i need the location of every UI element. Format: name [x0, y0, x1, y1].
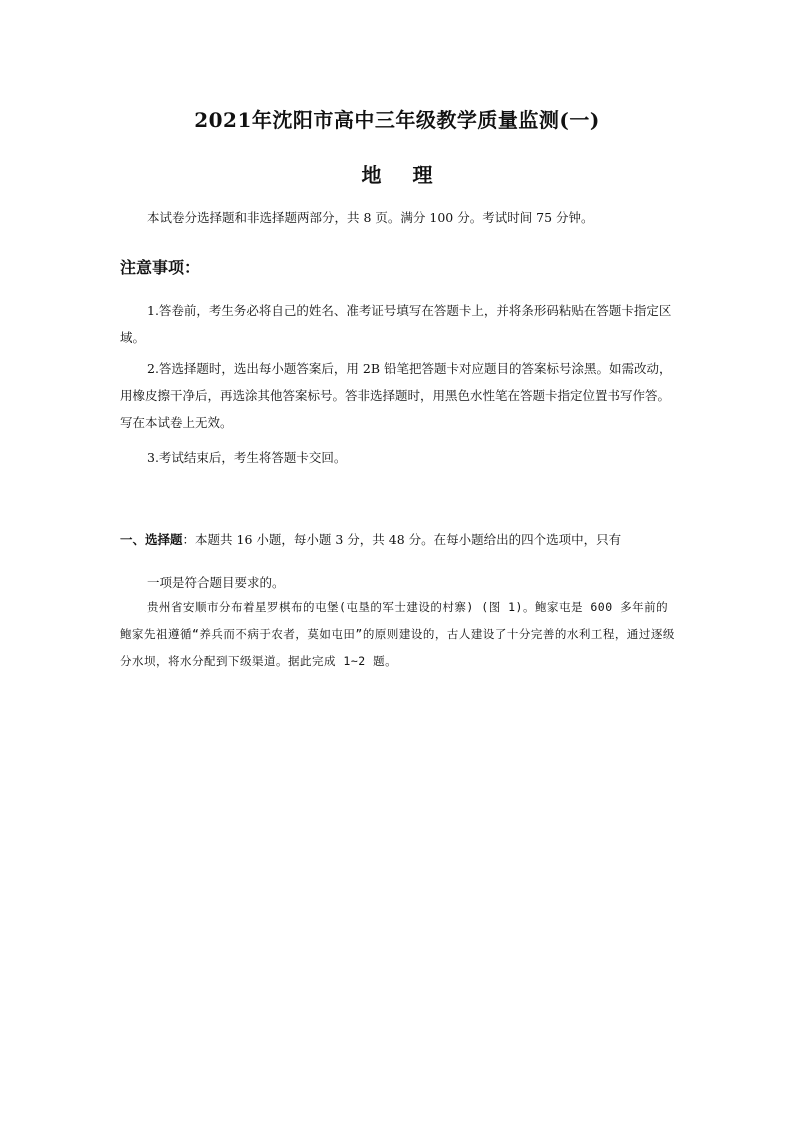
subject-title: 地 理	[361, 163, 433, 187]
note-item-1: 1.答卷前，考生务必将自己的姓名、准考证号填写在答题卡上，并将条形码粘贴在答题卡指定区域。	[120, 303, 672, 345]
note-item-2: 2.答选择题时，选出每小题答案后，用 2B 铅笔把答题卡对应题目的答案标号涂黑。如需改动，用橡皮擦干净后，再选涂其他答案标号。答非选择题时，用黑色水性笔在答题卡指定位置书写作答。写在本试卷上无效。	[120, 361, 672, 430]
section-text-line2: 一项是符合题目要求的。	[147, 575, 285, 590]
notes-heading: 注意事项：	[120, 258, 201, 277]
section-lead: 一、选择题	[120, 532, 183, 547]
section-heading	[120, 518, 680, 604]
section-text-line1: ：本题共 16 小题，每小题 3 分，共 48 分。在每小题给出的四个选项中，只有	[182, 532, 622, 547]
exam-intro: 本试卷分选择题和非选择题两部分，共 8 页。满分 100 分。考试时间 75 分钟。	[147, 210, 594, 225]
question-passage: 贵州省安顺市分布着星罗棋布的屯堡(屯垦的军士建设的村寨) (图 1)。鲍家屯是 600 多年前的鲍家先祖遵循“养兵而不病于农者，莫如屯田”的原则建设的，古人建设了十分完善的水利工程，通过逐级分水坝，将水分配到下级渠道。据此完成 1~2 题。	[120, 600, 675, 668]
note-item-3: 3.考试结束后，考生将答题卡交回。	[147, 450, 347, 465]
exam-title: 2021年沈阳市高中三年级教学质量监测(一)	[194, 108, 600, 132]
